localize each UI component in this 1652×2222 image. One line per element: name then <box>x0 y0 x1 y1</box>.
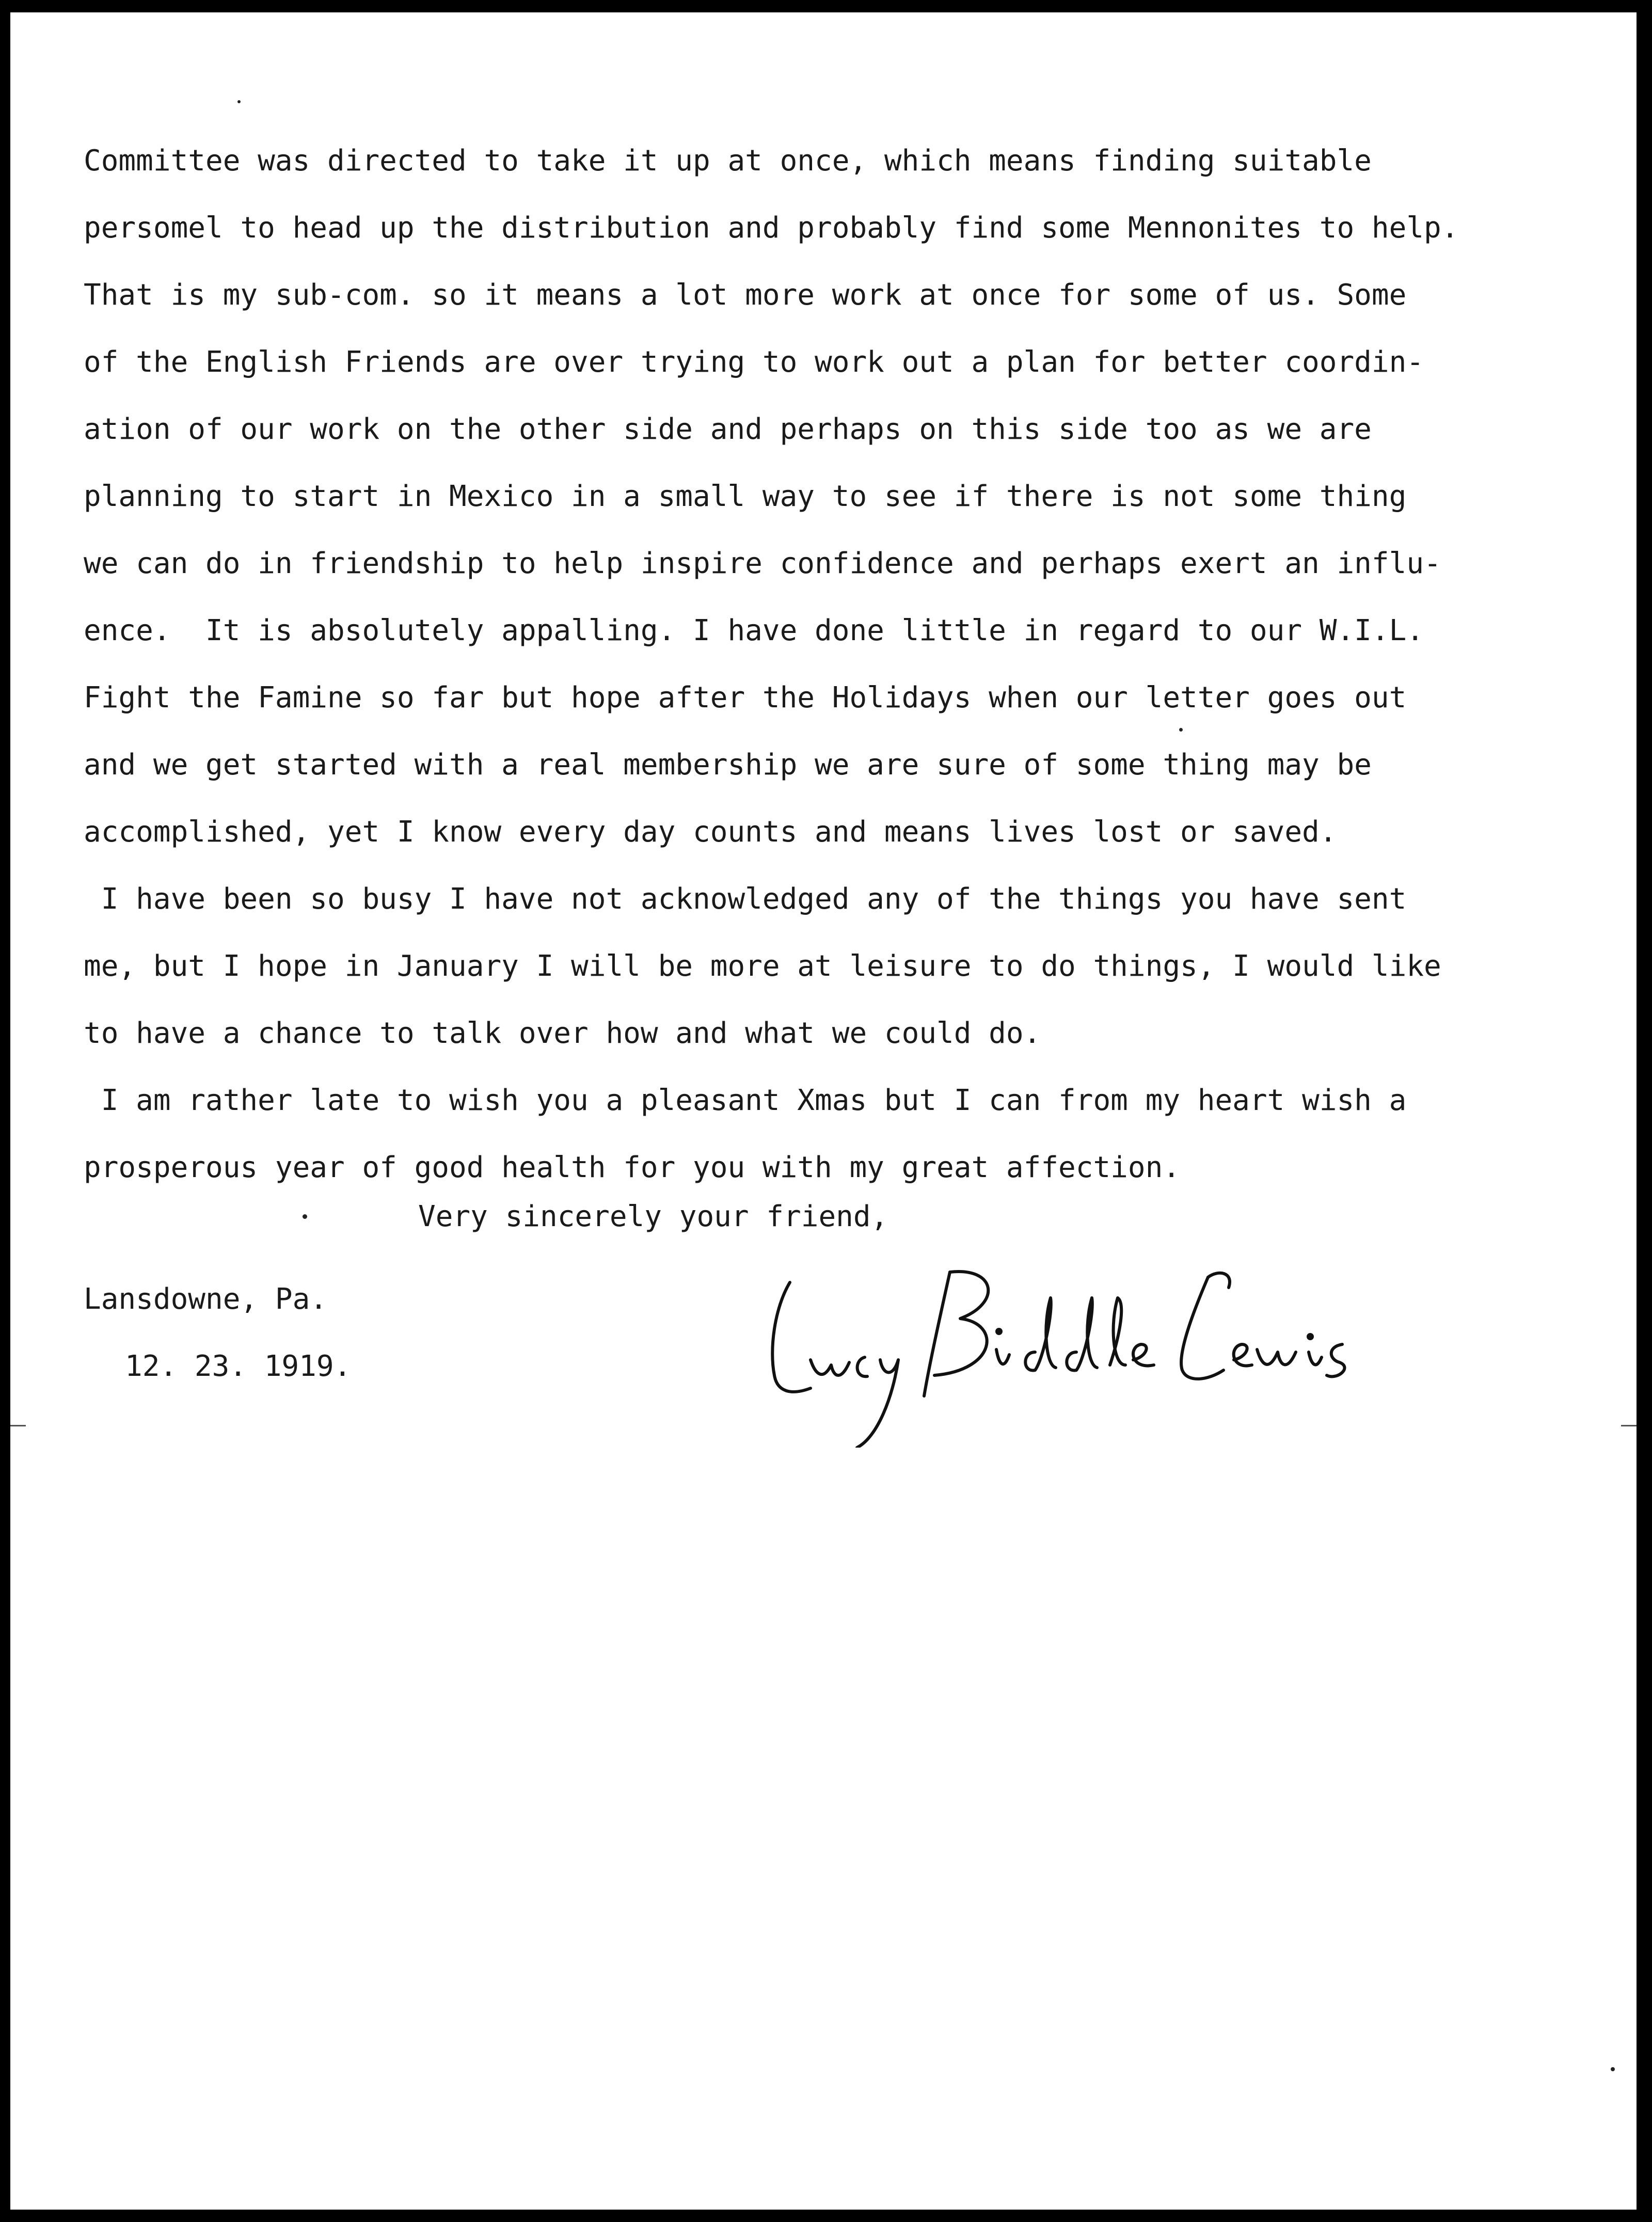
letter-body <box>84 128 1458 1201</box>
letter-line: prosperous year of good health for you with my great affection. <box>84 1151 1181 1184</box>
handwritten-signature <box>754 1241 1384 1448</box>
letter-line: persomel to head up the distribution and probably find some Mennonites to help. <box>84 211 1459 245</box>
letter-line: I have been so busy I have not acknowledged any of the things you have sent <box>84 882 1407 916</box>
letter-line: to have a chance to talk over how and what we could do. <box>84 1017 1041 1050</box>
letter-date: 12. 23. 1919. <box>125 1350 352 1383</box>
complimentary-close: Very sincerely your friend, <box>418 1200 888 1233</box>
paper-speck <box>1611 2067 1615 2071</box>
letter-line: we can do in friendship to help inspire confidence and perhaps exert an influ- <box>84 547 1441 580</box>
letter-line: Fight the Famine so far but hope after the Holidays when our letter goes out <box>84 681 1407 715</box>
paper-speck <box>1179 728 1183 732</box>
paper-speck <box>303 1214 307 1219</box>
edge-mark <box>10 1425 26 1426</box>
letter-line: and we get started with a real membership we are sure of some thing may be <box>84 748 1372 782</box>
edge-mark <box>1621 1425 1637 1426</box>
letter-page <box>10 12 1637 2210</box>
letter-line: ence. It is absolutely appalling. I have done little in regard to our W.I.L. <box>84 614 1424 647</box>
sender-location: Lansdowne, Pa. <box>84 1282 328 1316</box>
letter-line: accomplished, yet I know every day counts and means lives lost or saved. <box>84 815 1337 849</box>
letter-line: me, but I hope in January I will be more at leisure to do things, I would like <box>84 949 1441 983</box>
letter-line: ation of our work on the other side and perhaps on this side too as we are <box>84 412 1372 446</box>
letter-line: I am rather late to wish you a pleasant Xmas but I can from my heart wish a <box>84 1084 1407 1117</box>
paper-speck <box>237 100 241 103</box>
letter-line: Committee was directed to take it up at once, which means finding suitable <box>84 144 1372 178</box>
letter-line: of the English Friends are over trying to work out a plan for better coordin- <box>84 345 1424 379</box>
letter-line: That is my sub-com. so it means a lot more work at once for some of us. Some <box>84 278 1407 312</box>
letter-line: planning to start in Mexico in a small way to see if there is not some thing <box>84 480 1407 513</box>
